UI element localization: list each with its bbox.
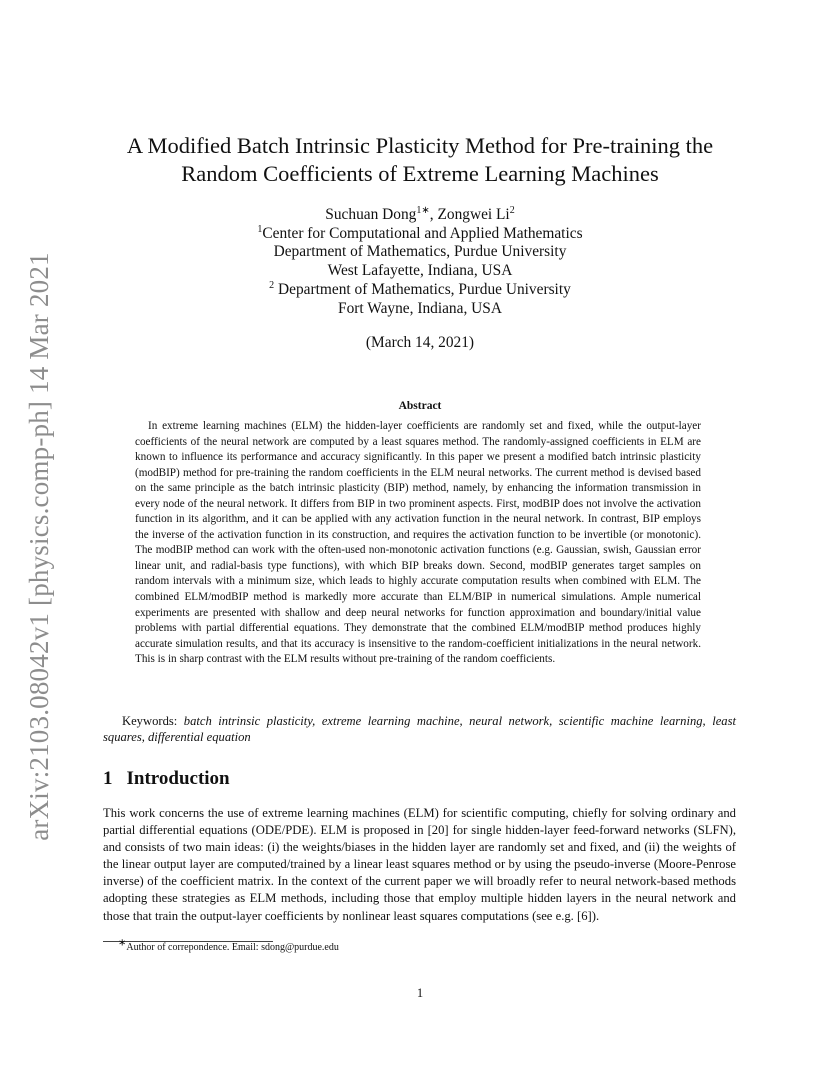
affiliation-2-department: Department of Mathematics, Purdue University	[278, 280, 571, 298]
arxiv-identifier-stamp	[14, 246, 64, 846]
title-line-1: A Modified Batch Intrinsic Plasticity Method for Pre-training the	[126, 133, 714, 158]
introduction-paragraph: This work concerns the use of extreme learning machines (ELM) for scientific computing, chiefly for solving ordinary and partial differential equations (ODE/PDE). ELM is proposed in [20] for single hidden-layer feed-forward networks (SLFN), and consists of two main ideas: (i) the weights/biases in the hidden layer are randomly set and fixed, and (ii) the weights of the linear output layer are computed/trained by a linear least squares method or by using the pseudo-inverse (Moore-Penrose inverse) of the coefficient matrix. In the context of the current paper we will broadly refer to neural network-based methods adopting these strategies as ELM methods, including those that employ multiple hidden layers in the neural network and those that train the output-layer coefficients by nonlinear least squares computations (see e.g. [6]).	[103, 806, 736, 923]
title-line-2: Random Coefficients of Extreme Learning Machines	[181, 161, 659, 186]
affiliation-1-center: Center for Computational and Applied Mathematics	[262, 224, 583, 242]
arxiv-identifier-text: arXiv:2103.08042v1 [physics.comp-ph] 14 Mar 2021	[23, 251, 54, 841]
author-block	[160, 206, 680, 318]
affiliation-line-1	[160, 225, 680, 244]
section-number: 1	[103, 768, 113, 789]
abstract-heading: Abstract	[398, 400, 442, 412]
affiliation-line-2: Department of Mathematics, Purdue University	[273, 243, 567, 261]
section-title: Introduction	[126, 768, 230, 789]
footnote-text: Author of correpondence. Email: sdong@purdue.edu	[126, 942, 339, 953]
author-2-marks: 2	[509, 204, 515, 216]
paper-date: (March 14, 2021)	[365, 334, 475, 351]
keywords-terms: batch intrinsic plasticity, extreme learning machine, neural network, scientific machine learning, least squares, differential equation	[103, 714, 736, 744]
paper-title	[110, 132, 730, 188]
author-2-name: Zongwei Li	[437, 206, 510, 223]
section-heading	[103, 768, 230, 790]
affiliation-1-mark: 1	[257, 223, 263, 235]
author-separator: ,	[429, 206, 434, 223]
keywords-label: Keywords:	[122, 714, 178, 728]
author-line	[160, 206, 680, 225]
abstract-text: In extreme learning machines (ELM) the hidden-layer coefficients are randomly set and fixed, while the output-layer coefficients of the neural network are computed by a least squares method. The randomly-assigned coefficients in ELM are known to influence its performance and accuracy significantly. In this paper we present a modified batch intrinsic plasticity (modBIP) method for pre-training the random coefficients in the ELM neural networks. The current method is devised based on the same principle as the batch intrinsic plasticity (BIP) method, namely, by enhancing the information transmission in every node of the neural network. It differs from BIP in two prominent aspects. First, modBIP does not involve the activation function in its algorithm, and it can be applied with any activation function in the neural network. In contrast, BIP employs the inverse of the activation function in its construction, and requires the activation function to be invertible (or monotonic). The modBIP method can work with the often-used non-monotonic activation functions (e.g. Gaussian, swish, Gaussian error linear unit, and radial-basis type functions), with which BIP breaks down. Second, modBIP generates target samples on random intervals with a minimum size, which leads to highly accurate computation results when combined with ELM. The combined ELM/modBIP method is markedly more accurate than ELM/BIP in numerical simulations. Ample numerical experiments are presented with shallow and deep neural networks for function approximation and boundary/initial value problems with partial differential equations. They demonstrate that the combined ELM/modBIP method produces highly accurate simulation results, and that its accuracy is insensitive to the random-coefficient initializations in the neural network. This is in sharp contrast with the ELM results without pre-training of the random coefficients.	[135, 420, 701, 666]
keywords-paragraph	[103, 713, 736, 745]
affiliation-line-5: Fort Wayne, Indiana, USA	[338, 299, 502, 317]
footnote-mark: ∗	[118, 937, 127, 949]
author-1-marks: 1∗	[416, 204, 430, 216]
page-number: 1	[416, 986, 424, 1000]
affiliation-line-3: West Lafayette, Indiana, USA	[327, 262, 513, 280]
author-1-name: Suchuan Dong	[325, 206, 417, 223]
affiliation-2-mark: 2	[269, 279, 275, 291]
affiliation-line-4	[160, 281, 680, 300]
footnote	[118, 937, 339, 953]
